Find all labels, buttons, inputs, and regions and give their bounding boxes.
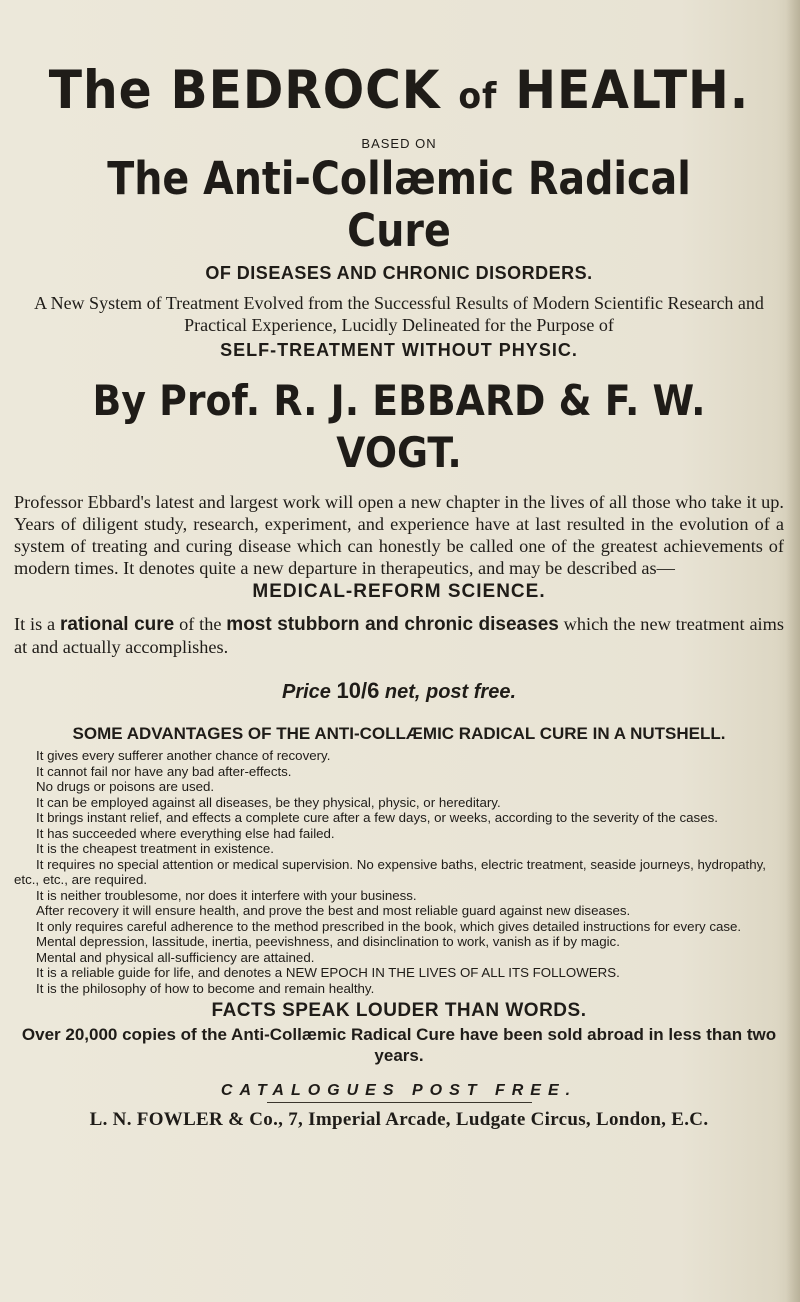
advantages-heading: SOME ADVANTAGES OF THE ANTI-COLLÆMIC RADICAL CURE IN A NUTSHELL. bbox=[72, 724, 726, 743]
list-item: It brings instant relief, and effects a complete cure after a few days, or weeks, according to the severity of the cases. bbox=[36, 810, 718, 825]
list-item: It is the cheapest treatment in existence. bbox=[36, 841, 274, 856]
intro-text: A New System of Treatment Evolved from the Successful Results of Modern Scientific Research and Practical Experience, Lucidly Delineated for the Purpose of bbox=[34, 293, 764, 335]
description-paragraph: Professor Ebbard's latest and largest work will open a new chapter in the lives of all those who take it up. Years of diligent study, research, experiment, and experience have at last resulted in the evolution of a system of treating and curing disease which can honestly be called one of the greatest achievements of modern times. It denotes quite a new departure in therapeutics, and may be described as— bbox=[14, 492, 784, 578]
list-item: It has succeeded where everything else had failed. bbox=[36, 825, 335, 841]
rational-cure-emphasis: rational cure bbox=[59, 614, 175, 635]
list-item: It gives every sufferer another chance of recovery. bbox=[36, 748, 331, 763]
most-stubborn-emphasis: most stubborn and chronic diseases bbox=[226, 614, 559, 635]
list-item: It cannot fail nor have any bad after-effects. bbox=[36, 763, 292, 779]
title-of: of bbox=[458, 76, 498, 117]
title-bedrock: BEDROCK bbox=[170, 60, 441, 121]
advertisement bbox=[14, 60, 784, 1131]
list-item: Mental depression, lassitude, inertia, peevishness, and disinclination to work, vanish as if by magic. bbox=[36, 934, 620, 949]
rational-cure-paragraph bbox=[14, 613, 784, 658]
facts-heading: FACTS SPEAK LOUDER THAN WORDS. bbox=[211, 1000, 587, 1021]
advantages-list bbox=[14, 748, 784, 996]
title-the: The bbox=[48, 60, 153, 121]
based-on-label: BASED ON bbox=[361, 136, 437, 151]
catalogues-line: CATALOGUES POST FREE. bbox=[220, 1082, 578, 1099]
list-item: After recovery it will ensure health, and prove the best and most reliable guard against new diseases. bbox=[36, 903, 631, 918]
cure-title: The Anti-Collæmic Radical Cure bbox=[107, 152, 691, 257]
list-item: Mental and physical all-sufficiency are attained. bbox=[36, 949, 315, 965]
rational-of-the: of the bbox=[179, 614, 222, 634]
list-item: It is neither troublesome, nor does it interfere with your business. bbox=[36, 887, 417, 903]
publisher-address: L. N. FOWLER & Co., 7, Imperial Arcade, Ludgate Circus, London, E.C. bbox=[89, 1109, 709, 1130]
price-line bbox=[14, 678, 784, 704]
price-amount: 10/6 bbox=[336, 678, 380, 703]
self-treatment-heading: SELF-TREATMENT WITHOUT PHYSIC. bbox=[220, 340, 578, 360]
copies-sold-text: Over 20,000 copies of the Anti-Collæmic Radical Cure have been sold abroad in less than two years. bbox=[21, 1025, 777, 1065]
list-item: It requires no special attention or medical supervision. No expensive baths, electric treatment, seaside journeys, hydropathy, etc., etc., are required. bbox=[14, 856, 766, 887]
main-title bbox=[45, 60, 753, 128]
list-item: It can be employed against all diseases, be they physical, physic, or hereditary. bbox=[36, 794, 501, 810]
list-item: It is the philosophy of how to become and remain healthy. bbox=[36, 980, 375, 996]
medical-reform-heading: MEDICAL-REFORM SCIENCE. bbox=[252, 581, 546, 602]
divider-rule bbox=[267, 1102, 532, 1103]
list-item: No drugs or poisons are used. bbox=[36, 779, 215, 794]
title-health: HEALTH. bbox=[515, 60, 750, 121]
list-item: It only requires careful adherence to the method prescribed in the book, which gives detailed instructions for every case. bbox=[36, 918, 742, 934]
price-terms: net, post free. bbox=[384, 681, 517, 703]
price-label: Price bbox=[281, 681, 331, 703]
authors-line: By Prof. R. J. EBBARD & F. W. VOGT. bbox=[92, 376, 706, 477]
list-item: It is a reliable guide for life, and denotes a NEW EPOCH IN THE LIVES OF ALL ITS FOLLOWERS. bbox=[36, 965, 620, 980]
rational-suffix: which the new treatment aims at and actually accomplishes. bbox=[14, 614, 784, 657]
page-edge-shadow bbox=[786, 0, 800, 1302]
of-diseases-heading: OF DISEASES AND CHRONIC DISORDERS. bbox=[205, 263, 593, 283]
rational-prefix: It is a bbox=[14, 614, 56, 634]
